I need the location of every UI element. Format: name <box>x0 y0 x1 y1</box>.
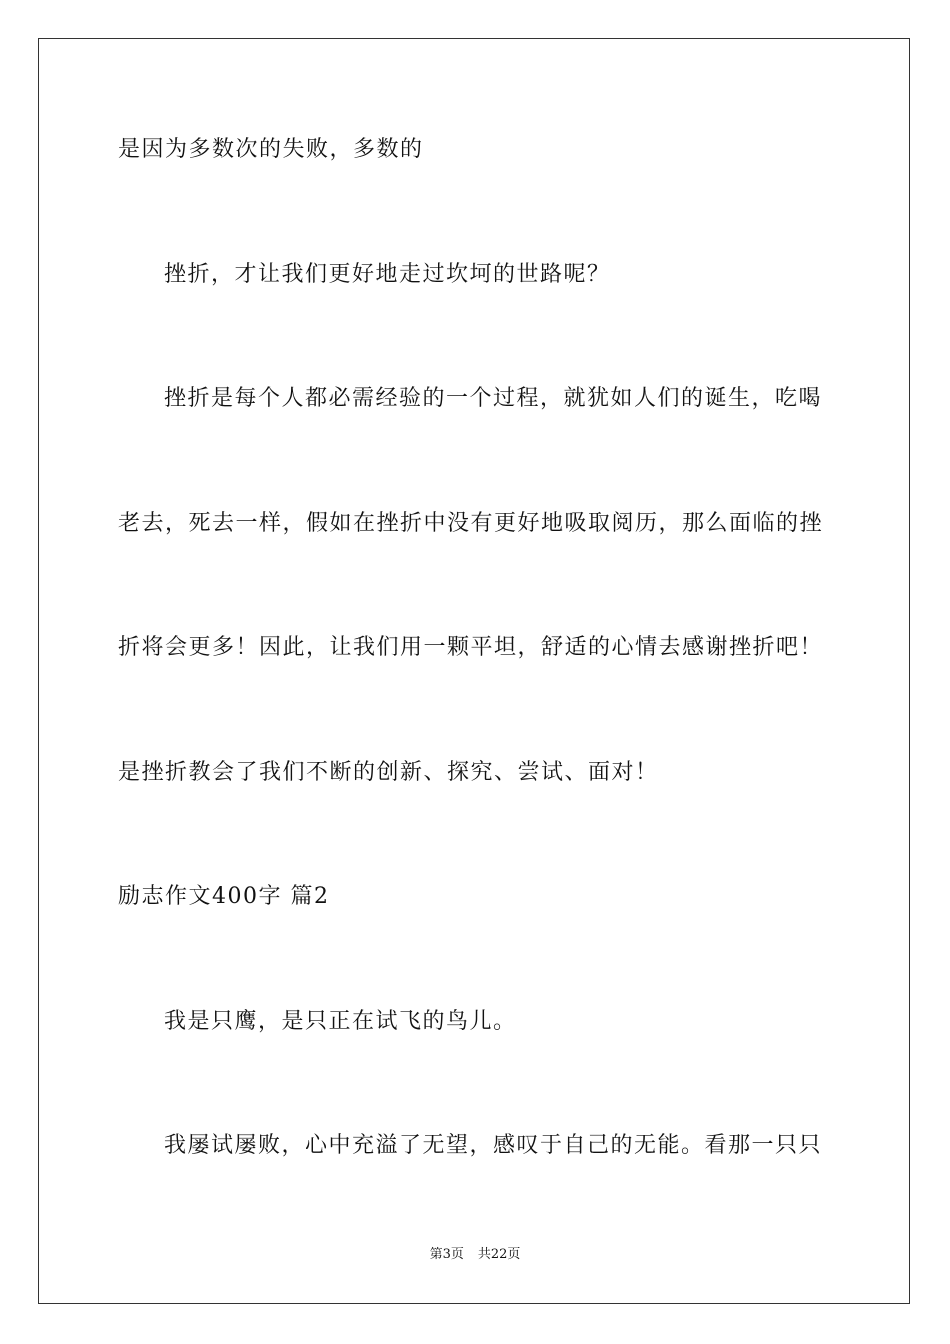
paragraph-line: 挫折是每个人都必需经验的一个过程，就犹如人们的诞生，吃喝 <box>164 386 823 411</box>
paragraph-line: 是挫折教会了我们不断的创新、探究、尝试、面对！ <box>118 760 659 785</box>
paragraph-line: 我是只鹰，是只正在试飞的鸟儿。 <box>164 1009 517 1034</box>
paragraph-line: 折将会更多！因此，让我们用一颗平坦，舒适的心情去感谢挫折吧！ <box>118 635 824 660</box>
page-number: 第3页 <box>429 1247 464 1262</box>
paragraph-line: 挫折，才让我们更好地走过坎坷的世路呢？ <box>164 262 611 287</box>
paragraph-line: 老去，死去一样，假如在挫折中没有更好地吸取阅历，那么面临的挫 <box>118 511 824 536</box>
paragraph-line: 我屡试屡败，心中充溢了无望，感叹于自己的无能。看那一只只 <box>164 1133 823 1158</box>
section-heading: 励志作文400字 篇2 <box>118 884 330 909</box>
page-total: 共22页 <box>477 1247 521 1262</box>
page-border <box>38 38 910 1304</box>
page-footer <box>0 1246 950 1264</box>
paragraph-line: 是因为多数次的失败，多数的 <box>118 137 424 162</box>
